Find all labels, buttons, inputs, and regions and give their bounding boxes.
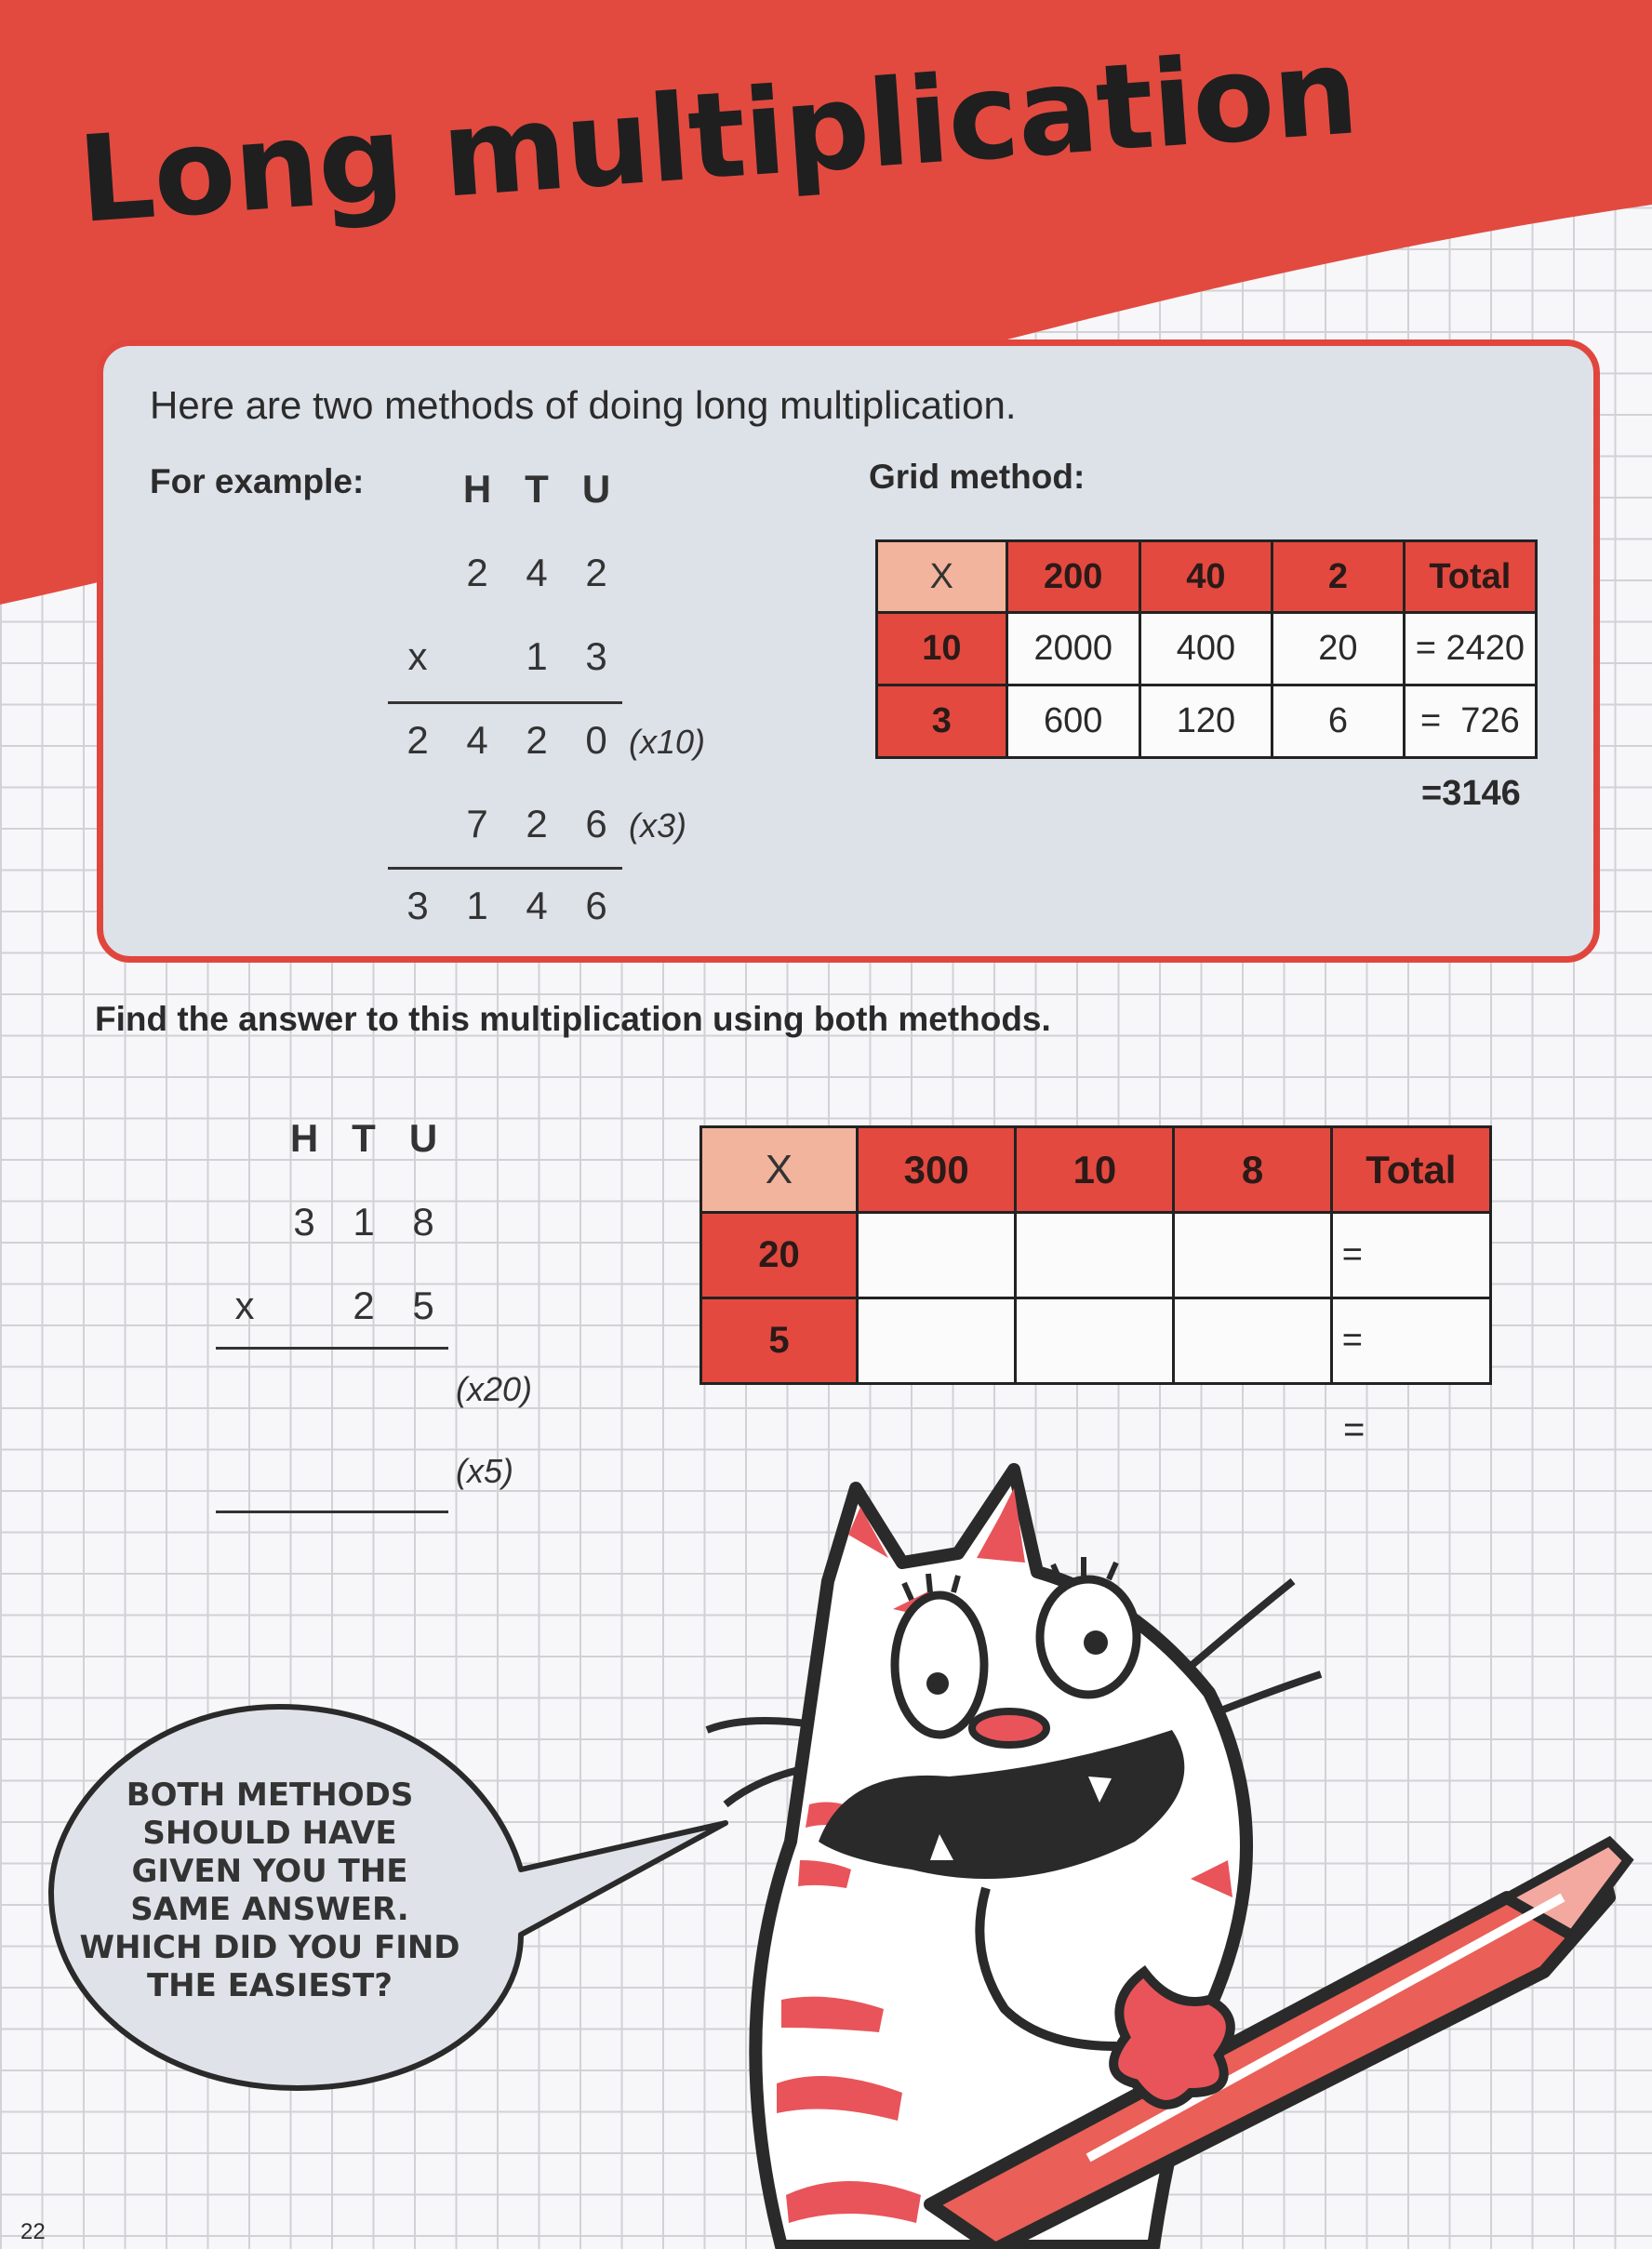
grid-row — [701, 1213, 1491, 1298]
answer-line — [388, 701, 622, 704]
grid-total-header: Total — [1404, 541, 1536, 613]
multiplicand-row — [447, 551, 626, 595]
partial-note: (x20) — [456, 1370, 533, 1408]
digit: 2 — [526, 718, 548, 762]
page-number: 22 — [20, 2219, 46, 2244]
partial-product-row — [447, 802, 626, 846]
grid-corner: X — [877, 541, 1007, 613]
times-sign: x — [407, 634, 428, 678]
digit: 2 — [466, 551, 488, 594]
grid-column-header: 8 — [1174, 1127, 1331, 1213]
grid-cell: 120 — [1139, 685, 1272, 758]
grid-header-row — [701, 1127, 1491, 1213]
answer-line — [388, 867, 622, 870]
grid-row-label: 3 — [877, 685, 1007, 758]
header-units: U — [408, 1116, 438, 1160]
speech-line: SHOULD HAVE — [142, 1815, 397, 1852]
grid-method-label: Grid method: — [869, 458, 1086, 496]
grid-answer-cell[interactable] — [1174, 1298, 1331, 1384]
digit: 5 — [412, 1284, 434, 1327]
digit: 3 — [585, 634, 607, 678]
digit: 8 — [412, 1200, 434, 1244]
times-sign: x — [234, 1284, 255, 1327]
grid-row-label: 20 — [701, 1213, 858, 1298]
result-row — [388, 884, 626, 928]
grid-column-header: 300 — [857, 1127, 1016, 1213]
digit: 1 — [466, 884, 488, 927]
grid-row-total: = 2420 — [1404, 613, 1536, 685]
speech-line: THE EASIEST? — [146, 1967, 393, 2004]
speech-line: GIVEN YOU THE — [131, 1853, 408, 1890]
answer-line — [216, 1347, 448, 1350]
grid-answer-cell[interactable] — [857, 1298, 1016, 1384]
grid-corner: X — [701, 1127, 858, 1213]
digit: 4 — [466, 718, 488, 762]
grid-row-total[interactable]: = — [1331, 1298, 1490, 1384]
digit: 7 — [466, 802, 488, 845]
grid-cell: 6 — [1272, 685, 1405, 758]
digit: 3 — [293, 1200, 315, 1244]
partial-note: (x5) — [456, 1452, 513, 1490]
speech-line: BOTH METHODS — [126, 1777, 414, 1814]
digit: 6 — [585, 802, 607, 845]
grid-row — [877, 685, 1537, 758]
answer-line — [216, 1510, 448, 1513]
partial-product-row — [388, 718, 626, 763]
grid-cell: 400 — [1139, 613, 1272, 685]
grid-row-total[interactable]: = — [1331, 1213, 1490, 1298]
grand-total: =3146 — [1421, 774, 1521, 813]
grid-row-label: 5 — [701, 1298, 858, 1384]
digit: 1 — [526, 634, 548, 678]
grid-answer-cell[interactable] — [1016, 1213, 1174, 1298]
digit: 2 — [353, 1284, 375, 1327]
grid-header-row — [877, 541, 1537, 613]
grand-total[interactable]: = — [1343, 1409, 1366, 1450]
digit: 6 — [585, 884, 607, 927]
speech-bubble-text — [74, 1777, 465, 2005]
grid-row-label: 10 — [877, 613, 1007, 685]
digit: 2 — [526, 802, 548, 845]
intro-text: Here are two methods of doing long multiplication. — [150, 383, 1017, 427]
grid-answer-cell[interactable] — [1016, 1298, 1174, 1384]
header-hundreds: H — [462, 467, 492, 511]
digit: 2 — [406, 718, 429, 762]
header-units: U — [581, 467, 611, 511]
exercise-multiplier-row — [215, 1284, 453, 1328]
digit: 1 — [353, 1200, 375, 1244]
grid-column-header: 2 — [1272, 541, 1405, 613]
digit: 4 — [526, 551, 548, 594]
cat-illustration — [688, 1451, 1652, 2249]
grid-column-header: 10 — [1016, 1127, 1174, 1213]
digit: 2 — [585, 551, 607, 594]
grid-row — [701, 1298, 1491, 1384]
example-grid-table — [875, 539, 1538, 759]
partial-note: (x10) — [629, 723, 706, 761]
grid-answer-cell[interactable] — [857, 1213, 1016, 1298]
speech-line: SAME ANSWER. — [130, 1891, 409, 1928]
grid-row — [877, 613, 1537, 685]
exercise-place-value-headers — [274, 1116, 453, 1161]
multiplier-row — [388, 634, 626, 679]
header-hundreds: H — [289, 1116, 319, 1160]
page-title: Long multiplication — [73, 22, 1362, 251]
digit: 3 — [406, 884, 429, 927]
example-box — [97, 339, 1600, 963]
grid-row-total: = 726 — [1404, 685, 1536, 758]
grid-answer-cell[interactable] — [1174, 1213, 1331, 1298]
grid-cell: 20 — [1272, 613, 1405, 685]
place-value-headers — [447, 467, 626, 512]
grid-cell: 600 — [1006, 685, 1139, 758]
exercise-multiplicand-row — [274, 1200, 453, 1244]
grid-total-header: Total — [1331, 1127, 1490, 1213]
grid-cell: 2000 — [1006, 613, 1139, 685]
exercise-instruction: Find the answer to this multiplication using both methods. — [95, 1000, 1051, 1038]
for-example-label: For example: — [150, 462, 365, 500]
header-tens: T — [352, 1116, 376, 1160]
grid-column-header: 40 — [1139, 541, 1272, 613]
digit: 4 — [526, 884, 548, 927]
partial-note: (x3) — [629, 806, 686, 845]
header-tens: T — [525, 467, 549, 511]
grid-column-header: 200 — [1006, 541, 1139, 613]
digit: 0 — [585, 718, 607, 762]
exercise-grid-table — [699, 1125, 1492, 1385]
speech-line: WHICH DID YOU FIND — [79, 1929, 460, 1966]
